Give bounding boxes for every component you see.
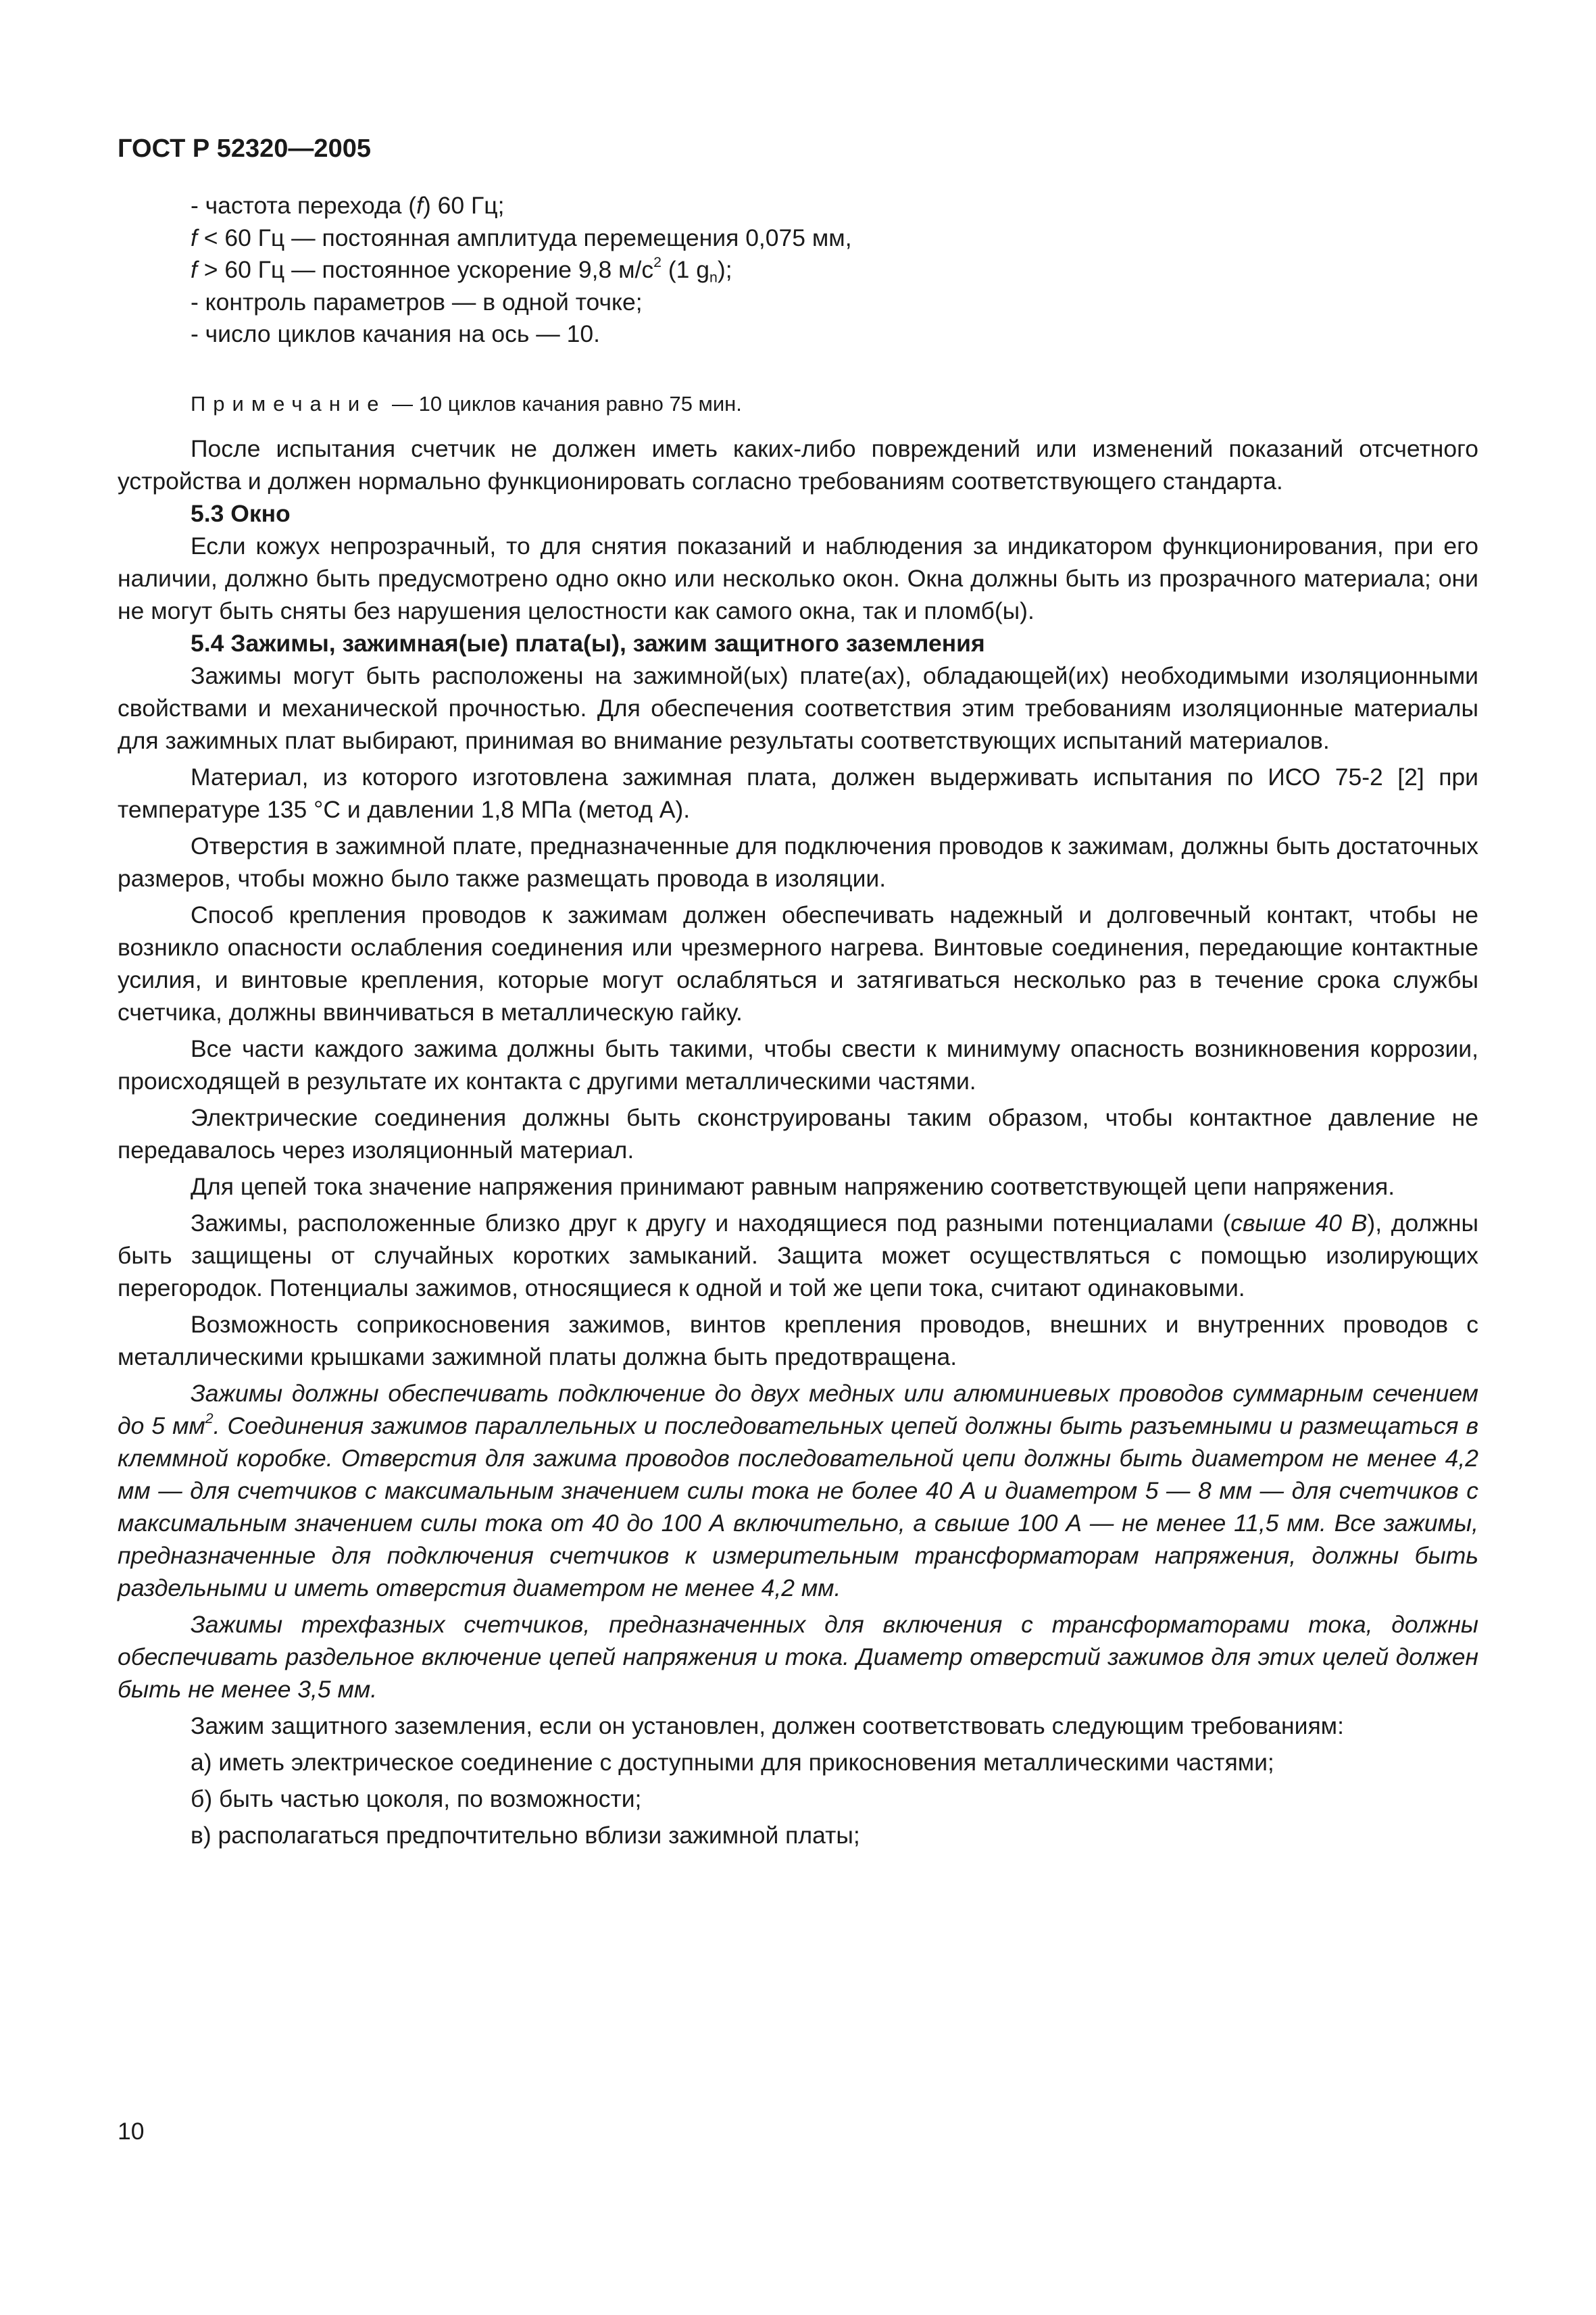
list-item: f > 60 Гц — постоянное ускорение 9,8 $м/с^2$ (1 $g_n$);: [191, 254, 732, 286]
list-item: в) располагаться предпочтительно вблизи зажимной платы;: [191, 1822, 860, 1849]
note-text: — 10 циклов качания равно 75 мин.: [386, 392, 742, 416]
page-number: 10: [118, 2118, 145, 2145]
paragraph: Материал, из которого изготовлена зажимная плата, должен выдерживать испытания по ИСО 75-2 [2] при температуре 135 °С и давлении 1,8 МПа (метод А).: [118, 764, 1478, 823]
list-item: б) быть частью цоколя, по возможности;: [191, 1785, 642, 1812]
paragraph: Если кожух непрозрачный, то для снятия показаний и наблюдения за индикатором функционирования, при его наличии, должно быть предусмотрено одно окно или несколько окон. Окна должны быть из прозрачного материала; они не могут быть сняты без нарушения целостности как самого окна, так и пломб(ы).: [118, 532, 1478, 624]
paragraph: Для цепей тока значение напряжения принимают равным напряжению соответствующей цепи напряжения.: [191, 1173, 1395, 1200]
document-header: ГОСТ Р 52320—2005: [118, 134, 371, 163]
paragraph: Отверстия в зажимной плате, предназначенные для подключения проводов к зажимам, должны быть достаточных размеров, чтобы можно было также размещать провода в изоляции.: [118, 832, 1478, 892]
note: [191, 388, 742, 420]
paragraph: Все части каждого зажима должны быть такими, чтобы свести к минимуму опасность возникновения коррозии, происходящей в результате их контакта с другими металлическими частями.: [118, 1035, 1478, 1095]
section-heading-5-4: 5.4 Зажимы, зажимная(ые) плата(ы), зажим защитного заземления: [191, 630, 985, 657]
paragraph: Возможность соприкосновения зажимов, винтов крепления проводов, внешних и внутренних проводов с металлическими крышками зажимной платы должна быть предотвращена.: [118, 1311, 1478, 1370]
section-heading-5-3: 5.3 Окно: [191, 500, 291, 527]
test-parameters-list: [191, 190, 852, 351]
note-label: Примечание: [191, 392, 386, 416]
list-item: а) иметь электрическое соединение с доступными для прикосновения металлическими частями;: [191, 1749, 1274, 1776]
paragraph: Зажимы, расположенные близко друг к другу и находящиеся под разными потенциалами (свыше 40 В), должны быть защищены от случайных коротких замыканий. Защита может осуществляться с помощью изолирующих перегородок. Потенциалы зажимов, относящиеся к одной и той же цепи тока, считают одинаковыми.: [118, 1210, 1478, 1301]
list-item: f < 60 Гц — постоянная амплитуда перемещения 0,075 мм,: [191, 224, 852, 251]
paragraph: Электрические соединения должны быть сконструированы таким образом, чтобы контактное давление не передавалось через изоляционный материал.: [118, 1104, 1478, 1164]
paragraph: После испытания счетчик не должен иметь каких-либо повреждений или изменений показаний отсчетного устройства и должен нормально функционировать согласно требованиям соответствующего стандарта.: [118, 435, 1478, 495]
paragraph-italic: Зажимы должны обеспечивать подключение до двух медных или алюминиевых проводов суммарным сечением до 5 $мм^2$. Соединения зажимов параллельных и последовательных цепей должны быть разъемными и размещаться в клеммной коробке. Отверстия для зажима проводов последовательной цепи должны быть диаметром не менее 4,2 мм — для счетчиков с максимальным значением силы тока не более 40 А и диаметром 5 — 8 мм — для счетчиков с максимальным значением силы тока от 40 до 100 А включительно, а свыше 100 А — не менее 11,5 мм. Все зажимы, предназначенные для подключения счетчиков к измерительным трансформаторам напряжения, должны быть раздельными и иметь отверстия диаметром не менее 4,2 мм.: [118, 1380, 1479, 1601]
list-item: - контроль параметров — в одной точке;: [191, 288, 643, 316]
paragraph: Способ крепления проводов к зажимам должен обеспечивать надежный и долговечный контакт, чтобы не возникло опасности ослабления соединения или чрезмерного нагрева. Винтовые соединения, передающие контактные усилия, и винтовые крепления, которые могут ослабляться и затягиваться несколько раз в течение срока службы счетчика, должны ввинчиваться в металлическую гайку.: [118, 901, 1478, 1026]
list-item: - число циклов качания на ось — 10.: [191, 320, 600, 347]
paragraph: Зажим защитного заземления, если он установлен, должен соответствовать следующим требованиям:: [191, 1712, 1344, 1739]
paragraph: Зажимы могут быть расположены на зажимной(ых) плате(ах), обладающей(их) необходимыми изоляционными свойствами и механической прочностью. Для обеспечения соответствия этим требованиям изоляционные материалы для зажимных плат выбирают, принимая во внимание результаты соответствующих испытаний материалов.: [118, 662, 1478, 754]
list-item: - частота перехода (f) 60 Гц;: [191, 192, 505, 219]
paragraph-italic: Зажимы трехфазных счетчиков, предназначенных для включения с трансформаторами тока, должны обеспечивать раздельное включение цепей напряжения и тока. Диаметр отверстий зажимов для этих целей должен быть не менее 3,5 мм.: [118, 1611, 1478, 1703]
body-text: [118, 432, 1478, 1851]
